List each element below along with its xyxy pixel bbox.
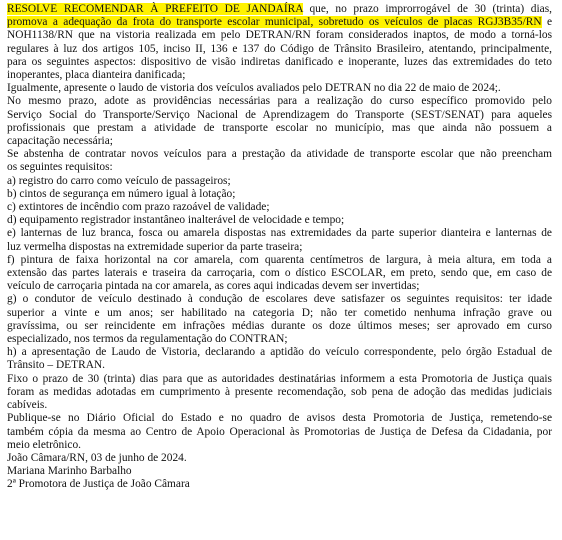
text-line: meio eletrônico. (7, 438, 82, 451)
text-segment: e (541, 16, 553, 29)
text-line: extensão das partes laterais e traseira da carroçaria, com o dístico ESCOLAR, em preto, sendo que, em caso de (7, 267, 552, 280)
text-line: também cópia da mesma ao Centro de Apoio Operacional às Promotorias de Justiça de Defesa da Cidadania, por (7, 425, 552, 438)
list-item: e) lanternas de luz branca, fosca ou amarela dispostas nas extremidades da parte superior dianteira e lanternas de (7, 227, 552, 240)
highlighted-text: promova a adequação da frota do transporte escolar municipal, sobretudo os veículos de placas RGJ3B35/RN (7, 16, 542, 29)
text-line (7, 16, 552, 29)
signer-name: Mariana Marinho Barbalho (7, 465, 132, 478)
text-line: luz vermelha dispostas na extremidade superior da parte traseira; (7, 240, 303, 253)
text-line: Fixo o prazo de 30 (trinta) dias para que as autoridades destinatárias informem a esta Promotoria de Justiça quais (7, 372, 552, 385)
signer-title: 2ª Promotora de Justiça de João Câmara (7, 478, 190, 491)
text-segment: que, no prazo improrrogável de 30 (trinta) dias, (302, 3, 552, 15)
text-line: Igualmente, apresente o laudo de vistoria dos veículos avaliados pelo DETRAN no dia 22 de maio de 2024;. (7, 82, 501, 95)
list-item: d) equipamento registrador instantâneo inalterável de velocidade e tempo; (7, 214, 345, 227)
text-line: Se abstenha de contratar novos veículos para a prestação da atividade de transporte escolar que não preencham (7, 148, 552, 161)
text-line: superior a vinte e um anos; ser habilitado na categoria D; não ter cometido nenhuma infração grave ou (7, 306, 552, 319)
text-line: capacitação necessária; (7, 135, 113, 148)
text-line: Trânsito – DETRAN. (7, 359, 105, 372)
text-line: foram as medidas adotadas em cumprimento à presente recomendação, sob pena de adoção das medidas judiciais (7, 385, 552, 398)
list-item: g) o condutor de veículo destinado à condução de escolares deve satisfazer os seguintes requisitos: ter idade (7, 293, 552, 306)
list-item: f) pintura de faixa horizontal na cor amarela, com quarenta centímetros de largura, à meia altura, em toda a (7, 253, 552, 266)
highlighted-text: RESOLVE RECOMENDAR À PREFEITO DE JANDAÍRA (7, 3, 303, 15)
text-line: para os seguintes aspectos: dispositivo de visão indiretas danificado e inoperante, luzes das extremidades do teto (7, 55, 552, 68)
text-line (7, 3, 552, 16)
list-item: c) extintores de incêndio com prazo razoável de validade; (7, 201, 270, 214)
text-line: Serviço Social do Transporte/Serviço Nacional de Aprendizagem do Transporte (SEST/SENAT) para aqueles (7, 108, 552, 121)
text-line: veículo de carroçaria pintada na cor amarela, as cores aqui indicadas devem ser invertidas; (7, 280, 420, 293)
text-line: os seguintes requisitos: (7, 161, 113, 174)
text-line: especializado, nos termos da regulamentação do CONTRAN; (7, 333, 288, 346)
text-line: Publique-se no Diário Oficial do Estado e no quadro de avisos desta Promotoria de Justiça, remetendo-se (7, 412, 552, 425)
list-item: h) a apresentação de Laudo de Vistoria, declarando a aptidão do veículo correspondente, pelo órgão Estadual de (7, 346, 552, 359)
text-line: inoperantes, placa dianteira danificada; (7, 69, 186, 82)
text-line: profissionais que prestam a atividade de transporte escolar no município, mas que ainda não possuem a (7, 121, 552, 134)
text-line: gravíssima, ou ser reincidente em infrações médias durante os doze últimos meses; ser aprovado em curso (7, 319, 552, 332)
list-item: a) registro do carro como veículo de passageiros; (7, 174, 231, 187)
text-line: NOH1138/RN que na vistoria realizada em pelo DETRAN/RN foram considerados inaptos, de modo a torná-los (7, 29, 552, 42)
list-item: b) cintos de segurança em número igual à lotação; (7, 187, 236, 200)
text-line: No mesmo prazo, adote as providências necessárias para a realização do curso específico promovido pelo (7, 95, 552, 108)
text-line: regulares à luz dos artigos 105, inciso II, 136 e 137 do Código de Trânsito Brasileiro, atentando, principalmente, (7, 42, 552, 55)
text-line: cabíveis. (7, 399, 48, 412)
date-line: João Câmara/RN, 03 de junho de 2024. (7, 451, 187, 464)
